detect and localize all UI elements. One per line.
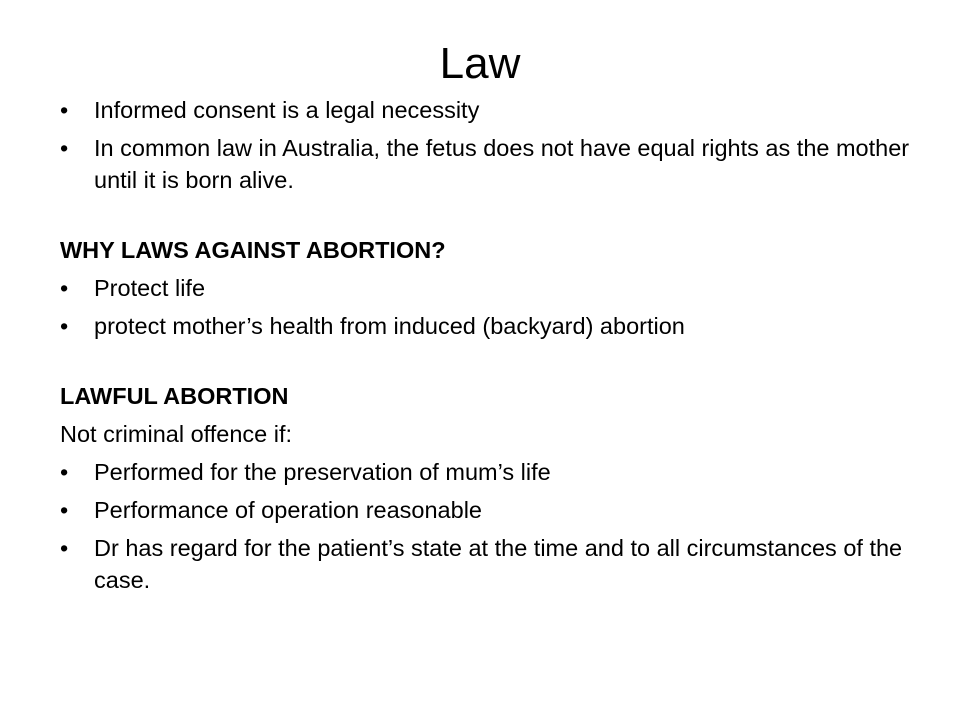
section-heading-why-laws: WHY LAWS AGAINST ABORTION? <box>60 237 446 263</box>
bullet-text: Dr has regard for the patient’s state at the time and to all circumstances of the case. <box>94 535 903 593</box>
bullet-text: Performance of operation reasonable <box>94 497 482 523</box>
bullet-item <box>60 456 910 488</box>
slide-body <box>60 94 910 602</box>
bullet-icon: • <box>60 97 69 123</box>
bullet-icon: • <box>60 275 69 301</box>
bullet-text: In common law in Australia, the fetus does not have equal rights as the mother until it is born alive. <box>94 135 910 193</box>
bullet-item <box>60 272 910 304</box>
bullet-text: Protect life <box>94 275 206 301</box>
bullet-item <box>60 132 910 196</box>
section-heading-lawful-abortion: LAWFUL ABORTION <box>60 383 289 409</box>
bullet-item <box>60 94 910 126</box>
bullet-text: Performed for the preservation of mum’s life <box>94 459 551 485</box>
slide-title: Law <box>439 39 521 88</box>
spacer <box>60 202 910 234</box>
bullet-item <box>60 494 910 526</box>
bullet-text: protect mother’s health from induced (backyard) abortion <box>94 313 685 339</box>
bullet-icon: • <box>60 313 69 339</box>
bullet-icon: • <box>60 497 69 523</box>
bullet-icon: • <box>60 535 69 561</box>
bullet-icon: • <box>60 459 69 485</box>
bullet-item <box>60 310 910 342</box>
bullet-item <box>60 532 910 596</box>
bullet-text: Informed consent is a legal necessity <box>94 97 480 123</box>
section-intro-text: Not criminal offence if: <box>60 421 293 447</box>
spacer <box>60 348 910 380</box>
bullet-icon: • <box>60 135 69 161</box>
